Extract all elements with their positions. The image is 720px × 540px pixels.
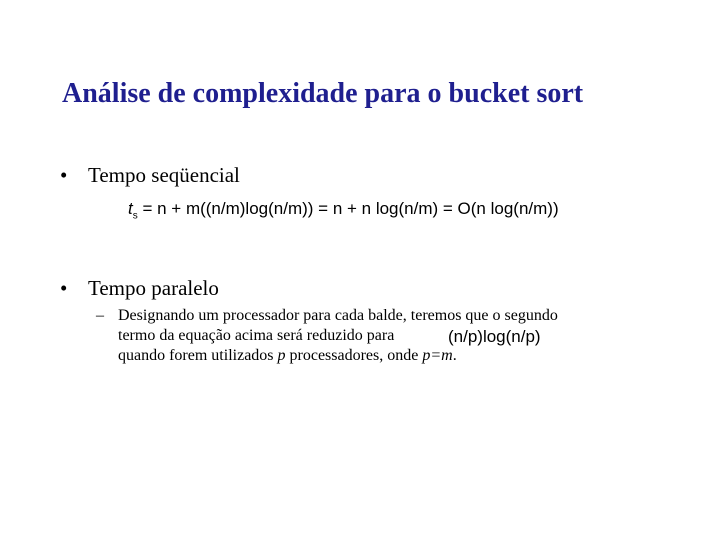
subpoint-dash: – xyxy=(96,307,104,324)
bullet-label: Tempo paralelo xyxy=(88,276,219,300)
variable-p: p xyxy=(277,347,286,364)
bullet-marker: • xyxy=(60,276,68,300)
sequential-time-equation xyxy=(128,199,559,221)
equality-p-m: p=m xyxy=(422,347,453,364)
subpoint-line-3: quando forem utilizados p processadores, onde p=m. xyxy=(118,347,457,364)
parallel-reduced-term-equation: (n/p)log(n/p) xyxy=(448,327,541,346)
equation-rhs: = n + m((n/m)log(n/m)) = n + n log(n/m) = O(n log(n/m)) xyxy=(142,199,559,218)
equation-lhs-subscript: s xyxy=(132,210,138,222)
slide-title: Análise de complexidade para o bucket sort xyxy=(62,78,584,109)
bullet-label: Tempo seqüencial xyxy=(88,163,240,187)
bullet-marker: • xyxy=(60,163,68,187)
subpoint-line-1: Designando um processador para cada balde, teremos que o segundo xyxy=(118,307,558,324)
bullet-parallel-time xyxy=(60,276,219,301)
equation-lhs: t xyxy=(128,199,133,218)
subpoint-line-2: termo da equação acima será reduzido para xyxy=(118,327,395,344)
bullet-sequential-time xyxy=(60,163,240,188)
